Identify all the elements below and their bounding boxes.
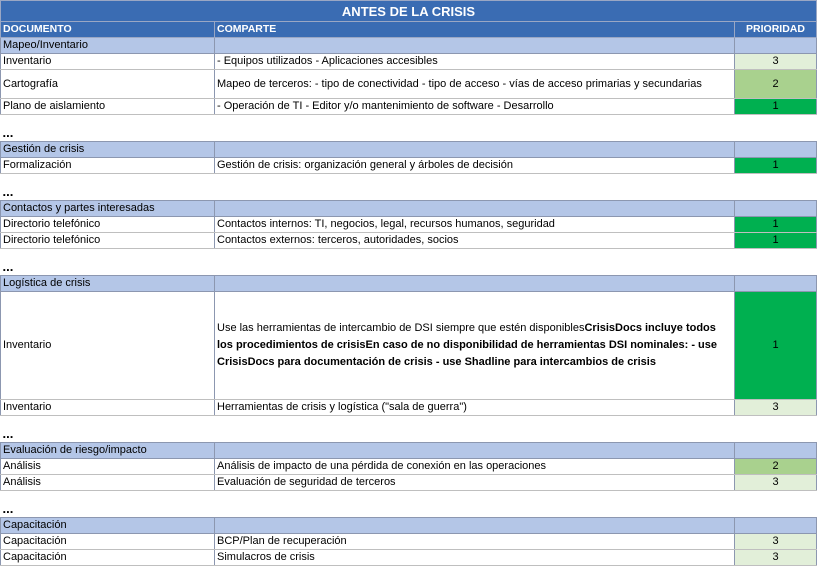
cell-documento: Capacitación <box>1 534 215 550</box>
cell-prioridad: 3 <box>735 54 817 70</box>
table-row <box>1 217 817 233</box>
section-label: Capacitación <box>1 518 215 534</box>
table-row <box>1 99 817 115</box>
ellipsis-row <box>1 416 817 443</box>
header-row <box>1 22 817 38</box>
cell-prioridad: 3 <box>735 550 817 566</box>
cell-comparte: Contactos externos: terceros, autoridades, socios <box>215 233 735 249</box>
table-row <box>1 233 817 249</box>
cell-comparte: Contactos internos: TI, negocios, legal, recursos humanos, seguridad <box>215 217 735 233</box>
section-row-gestion <box>1 142 817 158</box>
section-label: Gestión de crisis <box>1 142 215 158</box>
cell-comparte: - Operación de TI - Editor y/o mantenimiento de software - Desarrollo <box>215 99 735 115</box>
cell-prioridad: 1 <box>735 292 817 400</box>
cell-prioridad: 1 <box>735 233 817 249</box>
table-title: ANTES DE LA CRISIS <box>1 1 817 22</box>
cell-prioridad: 3 <box>735 534 817 550</box>
cell-documento: Directorio telefónico <box>1 217 215 233</box>
cell-documento: Inventario <box>1 292 215 400</box>
cell-documento: Inventario <box>1 54 215 70</box>
ellipsis: ... <box>2 426 14 441</box>
cell-documento: Formalización <box>1 158 215 174</box>
table-row <box>1 475 817 491</box>
table-row <box>1 158 817 174</box>
cell-comparte: Gestión de crisis: organización general y árboles de decisión <box>215 158 735 174</box>
table-row <box>1 54 817 70</box>
cell-prioridad: 1 <box>735 158 817 174</box>
ellipsis: ... <box>2 125 14 140</box>
cell-documento: Directorio telefónico <box>1 233 215 249</box>
table-row <box>1 400 817 416</box>
header-comparte: COMPARTE <box>215 22 735 38</box>
section-row-capacitacion <box>1 518 817 534</box>
cell-comparte: Evaluación de seguridad de terceros <box>215 475 735 491</box>
cell-comparte <box>215 292 735 400</box>
cell-prioridad: 1 <box>735 99 817 115</box>
section-row-logistica <box>1 276 817 292</box>
cell-prioridad: 2 <box>735 70 817 99</box>
cell-prioridad: 2 <box>735 459 817 475</box>
table-row <box>1 459 817 475</box>
cell-comparte: Simulacros de crisis <box>215 550 735 566</box>
ellipsis: ... <box>2 259 14 274</box>
ellipsis-row <box>1 115 817 142</box>
header-prioridad: PRIORIDAD <box>735 22 817 38</box>
cell-documento: Análisis <box>1 475 215 491</box>
table-row <box>1 292 817 400</box>
cell-prioridad: 1 <box>735 217 817 233</box>
section-label: Evaluación de riesgo/impacto <box>1 443 215 459</box>
comparte-bold-text: CrisisDocs incluye todos los procedimientos de crisisEn caso de no disponibilidad de herramientas DSI nominales: - use CrisisDocs para documentación de crisis - use Shadline para intercambios de crisis <box>217 322 718 368</box>
table-row <box>1 534 817 550</box>
cell-documento: Análisis <box>1 459 215 475</box>
title-row <box>1 1 817 22</box>
section-label: Logística de crisis <box>1 276 215 292</box>
cell-documento: Inventario <box>1 400 215 416</box>
ellipsis: ... <box>2 184 14 199</box>
cell-comparte: Herramientas de crisis y logística ("sala de guerra") <box>215 400 735 416</box>
comparte-normal-text: Use las herramientas de intercambio de DSI siempre que estén disponibles <box>217 322 585 334</box>
section-label: Mapeo/Inventario <box>1 38 215 54</box>
cell-prioridad: 3 <box>735 475 817 491</box>
header-documento: DOCUMENTO <box>1 22 215 38</box>
table-row <box>1 550 817 566</box>
cell-comparte: - Equipos utilizados - Aplicaciones accesibles <box>215 54 735 70</box>
ellipsis: ... <box>2 501 14 516</box>
cell-comparte: Análisis de impacto de una pérdida de conexión en las operaciones <box>215 459 735 475</box>
cell-documento: Cartografía <box>1 70 215 99</box>
cell-comparte: BCP/Plan de recuperación <box>215 534 735 550</box>
section-label: Contactos y partes interesadas <box>1 201 215 217</box>
section-row-mapeo <box>1 38 817 54</box>
cell-comparte: Mapeo de terceros: - tipo de conectividad - tipo de acceso - vías de acceso primarias y secundarias <box>215 70 735 99</box>
ellipsis-row <box>1 491 817 518</box>
section-row-evaluacion <box>1 443 817 459</box>
ellipsis-row <box>1 249 817 276</box>
section-row-contactos <box>1 201 817 217</box>
cell-documento: Capacitación <box>1 550 215 566</box>
table-row <box>1 70 817 99</box>
ellipsis-row <box>1 174 817 201</box>
cell-documento: Plano de aislamiento <box>1 99 215 115</box>
cell-prioridad: 3 <box>735 400 817 416</box>
